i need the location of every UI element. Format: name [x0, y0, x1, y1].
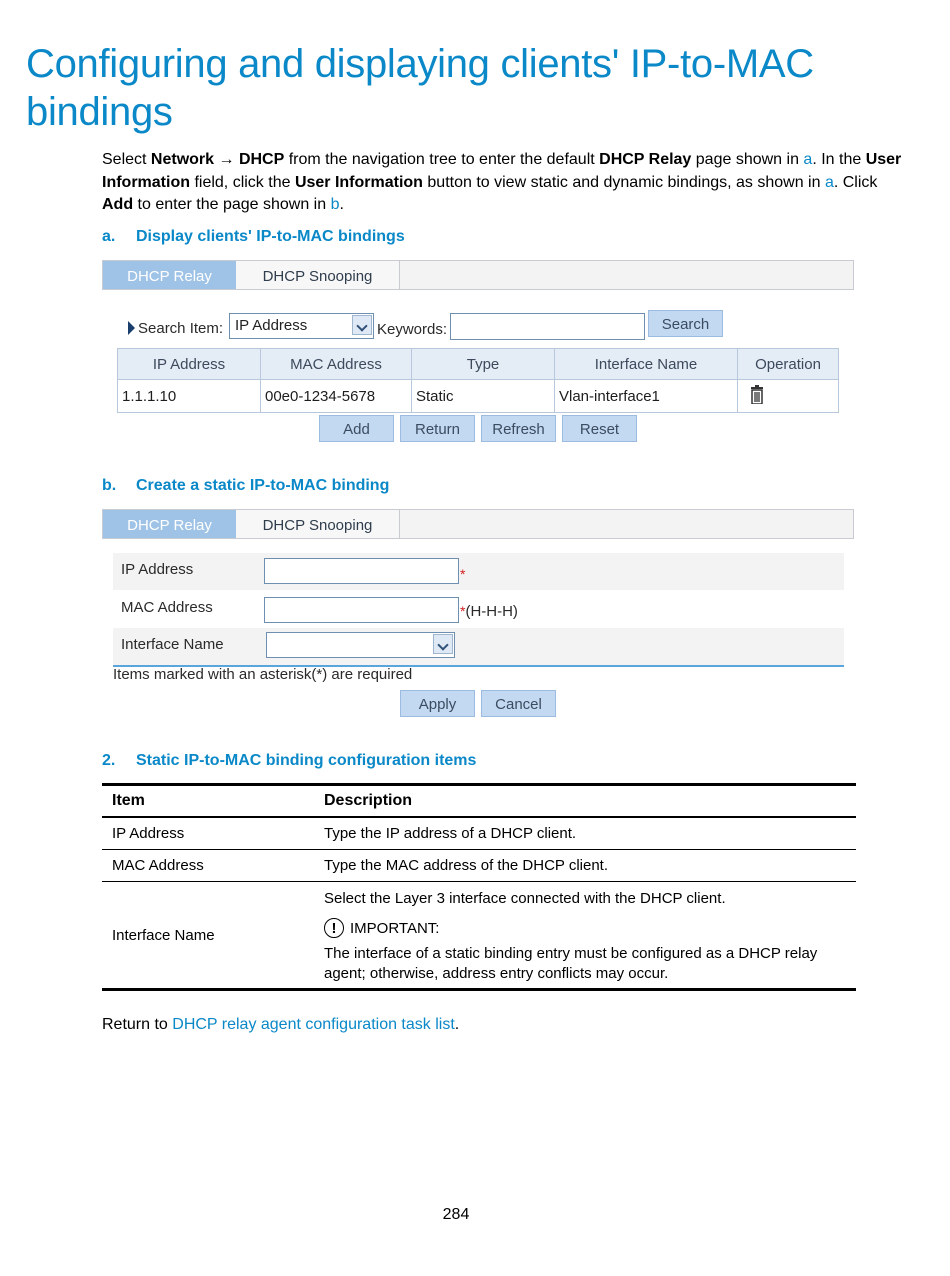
- intro-paragraph: Select Network → DHCP from the navigation tree to enter the default DHCP Relay page shown in a. In the User Information field, click the User Information button to view static and dynamic bindings, as shown in a. Click Add to enter the page shown in b.: [102, 151, 902, 213]
- mac-address-label: MAC Address: [121, 599, 213, 616]
- figure-a-link[interactable]: a: [824, 173, 834, 191]
- chevron-down-icon: [433, 634, 453, 654]
- ip-address-label: IP Address: [121, 561, 194, 578]
- important-text: The interface of a static binding entry must be configured as a DHCP relay agent; otherwise, address entry conflicts may occur.: [324, 945, 818, 982]
- important-note: [324, 918, 856, 938]
- required-note: Items marked with an asterisk(*) are required: [113, 666, 413, 683]
- warning-icon: !: [324, 918, 344, 938]
- table-caption: 2. Static IP-to-MAC binding configuration items: [102, 752, 477, 769]
- tab-bar: [102, 509, 854, 539]
- table-row: [102, 817, 856, 850]
- add-button[interactable]: Add: [319, 415, 394, 442]
- table-row: [102, 850, 856, 882]
- tab-dhcp-snooping[interactable]: DHCP Snooping: [236, 510, 400, 538]
- description-text: Select the Layer 3 interface connected with the DHCP client.: [324, 890, 726, 907]
- table-row: [102, 882, 856, 990]
- tab-dhcp-snooping[interactable]: DHCP Snooping: [236, 261, 400, 289]
- reset-button[interactable]: Reset: [562, 415, 637, 442]
- search-button[interactable]: Search: [648, 310, 723, 337]
- interface-name-row: [113, 628, 844, 667]
- apply-button[interactable]: Apply: [400, 690, 475, 717]
- column-header: Description: [314, 785, 856, 818]
- description-cell: Type the MAC address of the DHCP client.: [314, 850, 856, 882]
- figure-a-caption: a. Display clients' IP-to-MAC bindings: [102, 228, 405, 245]
- interface-name-label: Interface Name: [121, 636, 224, 653]
- tab-bar: [102, 260, 854, 290]
- cell-ip: 1.1.1.10: [118, 380, 261, 413]
- column-header: Type: [412, 349, 555, 380]
- column-header: MAC Address: [261, 349, 412, 380]
- cell-type: Static: [412, 380, 555, 413]
- column-header: Item: [102, 785, 314, 818]
- page-number: 284: [442, 1206, 470, 1223]
- page-title: Configuring and displaying clients' IP-to-MAC bindings: [26, 42, 814, 134]
- trash-icon[interactable]: [750, 385, 764, 408]
- return-button[interactable]: Return: [400, 415, 475, 442]
- bindings-table: [117, 348, 839, 413]
- cancel-button[interactable]: Cancel: [481, 690, 556, 717]
- ip-address-row: [113, 553, 844, 590]
- return-link-line: Return to DHCP relay agent configuration task list.: [102, 1016, 460, 1033]
- search-item-select[interactable]: IP Address: [229, 313, 374, 339]
- tab-dhcp-relay[interactable]: DHCP Relay: [103, 261, 236, 289]
- figure-b-link[interactable]: b: [330, 196, 340, 213]
- item-cell: MAC Address: [102, 850, 314, 882]
- figure-b-caption: b. Create a static IP-to-MAC binding: [102, 477, 390, 494]
- search-item-label: Search Item:: [138, 320, 224, 337]
- config-items-table: [102, 783, 856, 991]
- description-cell: [314, 882, 856, 990]
- keywords-label: Keywords:: [377, 321, 448, 338]
- keywords-input[interactable]: [450, 313, 645, 340]
- ip-address-input[interactable]: [264, 558, 459, 584]
- refresh-button[interactable]: Refresh: [481, 415, 556, 442]
- cell-mac: 00e0-1234-5678: [261, 380, 412, 413]
- required-asterisk: *: [460, 566, 466, 582]
- table-row: [118, 380, 839, 413]
- column-header: Interface Name: [555, 349, 738, 380]
- mac-address-input[interactable]: [264, 597, 459, 623]
- interface-name-select[interactable]: [266, 632, 455, 658]
- description-cell: Type the IP address of a DHCP client.: [314, 817, 856, 850]
- cell-operation: [738, 380, 839, 413]
- important-label: IMPORTANT:: [350, 919, 440, 937]
- task-list-link[interactable]: DHCP relay agent configuration task list: [172, 1016, 455, 1033]
- expand-arrow-icon: [128, 321, 135, 335]
- column-header: Operation: [738, 349, 839, 380]
- mac-format-hint: *(H-H-H): [460, 603, 518, 620]
- column-header: IP Address: [118, 349, 261, 380]
- cell-interface: Vlan-interface1: [555, 380, 738, 413]
- item-cell: IP Address: [102, 817, 314, 850]
- item-cell: Interface Name: [102, 882, 314, 990]
- figure-a-link[interactable]: a: [803, 151, 813, 168]
- tab-dhcp-relay[interactable]: DHCP Relay: [103, 510, 236, 538]
- chevron-down-icon: [352, 315, 372, 335]
